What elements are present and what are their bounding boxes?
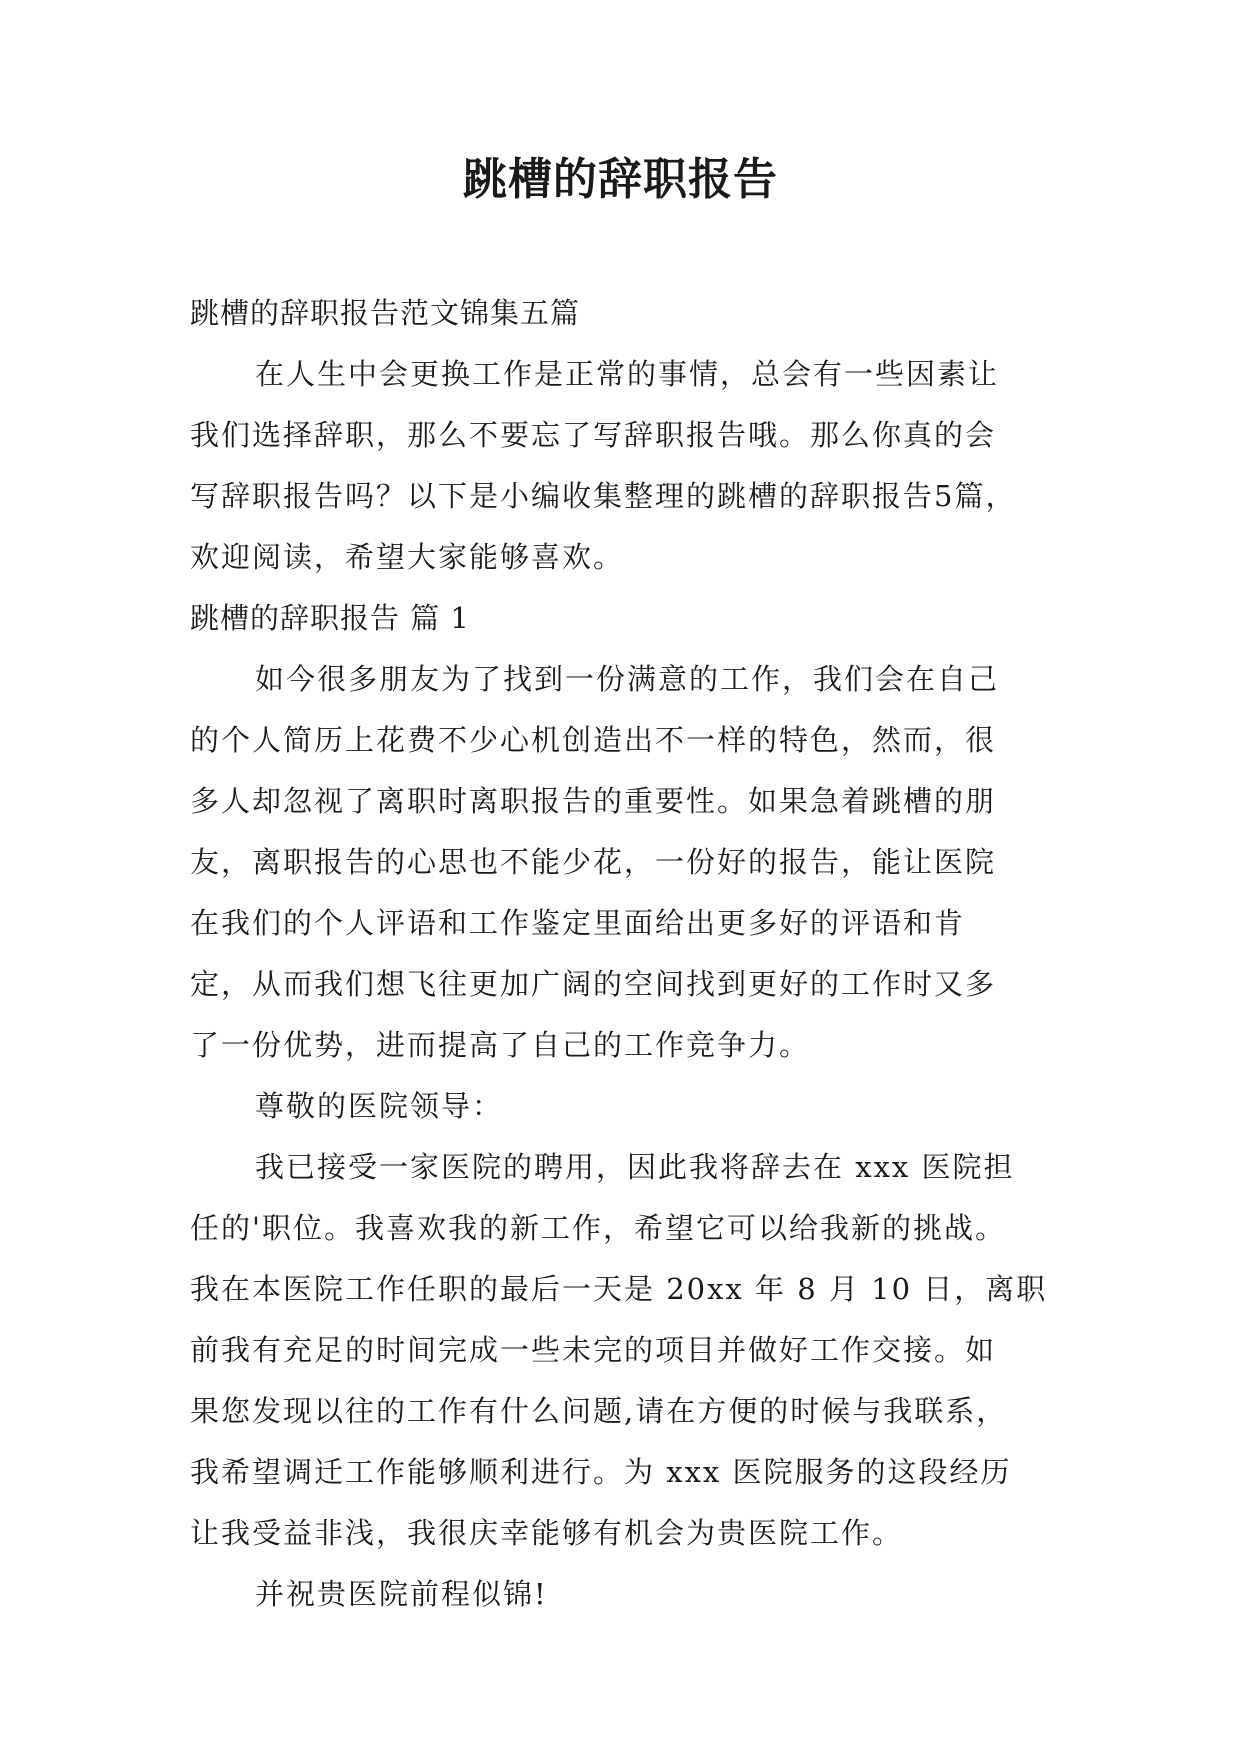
paragraph-line: 我在本医院工作任职的最后一天是 20xx 年 8 月 10 日，离职: [190, 1272, 1048, 1306]
paragraph-line: 在人生中会更换工作是正常的事情，总会有一些因素让: [255, 357, 1000, 391]
document-body: [190, 283, 1056, 1625]
paragraph-line: 如今很多朋友为了找到一份满意的工作，我们会在自己: [255, 662, 1000, 696]
paragraph-line: 并祝贵医院前程似锦!: [255, 1577, 548, 1611]
paragraph-line: 在我们的个人评语和工作鉴定里面给出更多好的评语和肯: [190, 906, 966, 940]
paragraph-line: 让我受益非浅，我很庆幸能够有机会为贵医院工作。: [190, 1516, 904, 1550]
document-title: 跳槽的辞职报告: [463, 154, 778, 205]
paragraph-line: 我们选择辞职，那么不要忘了写辞职报告哦。那么你真的会: [190, 418, 997, 452]
section-heading: 跳槽的辞职报告 篇 1: [190, 601, 470, 635]
paragraph-line: 我希望调迁工作能够顺利进行。为 xxx 医院服务的这段经历: [190, 1455, 1012, 1489]
paragraph-line: 任的'职位。我喜欢我的新工作，希望它可以给我新的挑战。: [190, 1211, 1006, 1245]
section-heading: 跳槽的辞职报告范文锦集五篇: [190, 296, 581, 330]
paragraph-line: 我已接受一家医院的聘用，因此我将辞去在 xxx 医院担: [255, 1150, 1015, 1184]
paragraph-line: 友，离职报告的心思也不能少花，一份好的报告，能让医院: [190, 845, 997, 879]
paragraph-line: 定，从而我们想飞往更加广阔的空间找到更好的工作时又多: [190, 967, 997, 1001]
paragraph-line: 的个人简历上花费不少心机创造出不一样的特色，然而，很: [190, 723, 997, 757]
paragraph-line: 了一份优势，进而提高了自己的工作竞争力。: [190, 1028, 811, 1062]
paragraph-line: 欢迎阅读，希望大家能够喜欢。: [190, 540, 625, 574]
paragraph-line: 前我有充足的时间完成一些未完的项目并做好工作交接。如: [190, 1333, 997, 1367]
paragraph-line: 尊敬的医院领导：: [255, 1089, 504, 1123]
paragraph-line: 多人却忽视了离职时离职报告的重要性。如果急着跳槽的朋: [190, 784, 997, 818]
paragraph-line: 写辞职报告吗？以下是小编收集整理的跳槽的辞职报告5篇，: [190, 479, 1017, 513]
paragraph-line: 果您发现以往的工作有什么问题,请在方便的时候与我联系，: [190, 1394, 1008, 1428]
